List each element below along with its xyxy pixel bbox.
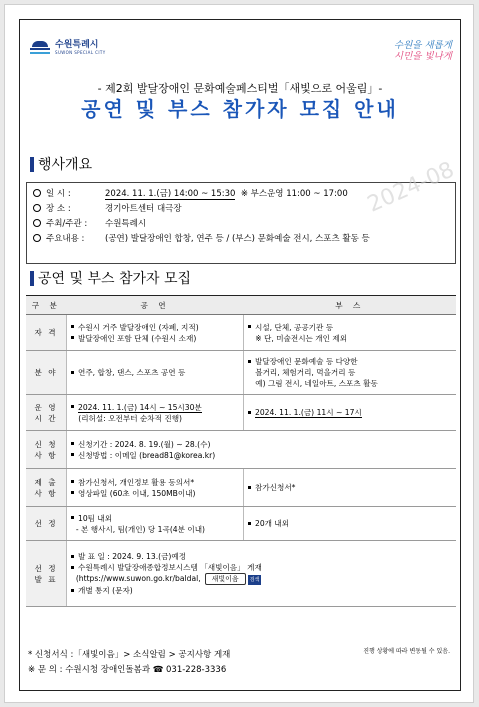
table-row-qualification bbox=[26, 315, 456, 351]
city-emblem-icon bbox=[30, 40, 50, 56]
overview-row-datetime: 일 시 : 2024. 11. 1.(금) 14:00 ~ 15:30 ※ 부스운영 11:00 ~ 17:00 bbox=[33, 187, 449, 202]
section-heading-overview: 행사개요 bbox=[30, 154, 92, 174]
row-label: 신 청 사 항 bbox=[26, 431, 67, 469]
section-heading-recruit: 공연 및 부스 참가자 모집 bbox=[30, 268, 191, 288]
heading-bar-icon bbox=[30, 271, 34, 286]
col-header-category: 구 분 bbox=[26, 296, 67, 315]
booth-cell: 2024. 11. 1.(금) 11시 ~ 17시 bbox=[244, 395, 457, 431]
table-row-time bbox=[26, 395, 456, 431]
perf-cell: 연주, 합창, 댄스, 스포츠 공연 등 bbox=[67, 351, 244, 395]
row-label: 자 격 bbox=[26, 315, 67, 351]
suwon-logo bbox=[30, 40, 106, 56]
page-title: 공연 및 부스 참가자 모집 안내 bbox=[81, 97, 399, 121]
logo-subtitle: SUWON SPECIAL CITY bbox=[55, 50, 106, 55]
row-label: 제 출 사 항 bbox=[26, 469, 67, 507]
perf-cell: 수원시 거주 발달장애인 (자폐, 지적) 발달장애인 포함 단체 (수원시 소재) bbox=[67, 315, 244, 351]
booth-cell: 참가신청서* bbox=[244, 469, 457, 507]
col-header-performance: 공 연 bbox=[67, 296, 244, 315]
slogan-line-1: 수원을 새롭게 bbox=[393, 40, 452, 51]
table-row-announce bbox=[26, 541, 456, 607]
apply-cell: 신청기간 : 2024. 8. 19.(월) ~ 28.(수) 신청방법 : 이메일 (bread81@korea.kr) bbox=[67, 431, 457, 469]
city-slogan bbox=[356, 40, 452, 62]
change-note: 진행 상황에 따라 변동될 수 있음. bbox=[363, 648, 450, 655]
heading-bar-icon bbox=[30, 157, 34, 172]
search-label: 검색 bbox=[249, 577, 260, 583]
row-label: 선 정 bbox=[26, 507, 67, 541]
row-label: 운 영 시 간 bbox=[26, 395, 67, 431]
col-header-booth: 부 스 bbox=[244, 296, 457, 315]
logo-name: 수원특례시 bbox=[55, 40, 99, 50]
form-info: * 신청서식 :「새빛이음」> 소식알림 > 공지사항 게재 bbox=[28, 650, 231, 660]
announce-cell: 발 표 일 : 2024. 9. 13.(금)예정 수원특례시 발달장애종합정보시스템 「새빛이음」 게재 (https://www.suwon.go.kr/baldal, 새빛이음 검색 개별 통지 (문자) bbox=[67, 541, 457, 607]
header bbox=[20, 20, 460, 82]
table-row-submit bbox=[26, 469, 456, 507]
contact-info: ※ 문 의 : 수원시청 장애인돌봄과 ☎ 031-228-3336 bbox=[28, 665, 227, 675]
row-label: 분 야 bbox=[26, 351, 67, 395]
row-label: 선 정 발 표 bbox=[26, 541, 67, 607]
slogan-line-2: 시민을 빛나게 bbox=[393, 51, 452, 62]
recruit-table bbox=[26, 295, 456, 607]
overview-row-venue: 장 소 : 경기아트센터 대극장 bbox=[33, 202, 449, 217]
circle-bullet-icon bbox=[33, 189, 41, 197]
table-header-row bbox=[26, 296, 456, 315]
overview-box bbox=[26, 182, 456, 264]
saebit-eum-search-button: 새빛이음 bbox=[205, 573, 246, 585]
table-row-apply bbox=[26, 431, 456, 469]
perf-cell: 10팀 내외 - 본 행사시, 팀(개인) 당 1곡(4분 이내) bbox=[67, 507, 244, 541]
announce-url[interactable]: (https://www.suwon.go.kr/baldal, bbox=[75, 574, 201, 583]
circle-bullet-icon bbox=[33, 219, 41, 227]
event-subtitle: - 제2회 발달장애인 문화예술페스티벌「새빛으로 어울림」- bbox=[97, 82, 383, 95]
booth-cell: 20개 내외 bbox=[244, 507, 457, 541]
booth-cell: 시설, 단체, 공공기관 등 ※ 단, 미술전시는 개인 제외 bbox=[244, 315, 457, 351]
document-page bbox=[4, 4, 474, 703]
poster-frame bbox=[19, 19, 461, 691]
overview-row-host: 주최/주관 : 수원특례시 bbox=[33, 217, 449, 232]
booth-cell: 발달장애인 문화예술 등 다양한 볼거리, 체험거리, 먹을거리 등 예) 그림 전시, 네일아트, 스포츠 활동 bbox=[244, 351, 457, 395]
circle-bullet-icon bbox=[33, 234, 41, 242]
footer bbox=[28, 648, 458, 678]
table-row-field bbox=[26, 351, 456, 395]
overview-row-contents: 주요내용 : (공연) 발달장애인 합창, 연주 등 / (부스) 문화예술 전시, 스포츠 활동 등 bbox=[33, 232, 449, 247]
circle-bullet-icon bbox=[33, 204, 41, 212]
title-block bbox=[20, 82, 460, 122]
perf-cell: 2024. 11. 1.(금) 14시 ~ 15시30분 (리허설: 오전부터 순차적 진행) bbox=[67, 395, 244, 431]
date-watermark: 2024-08 bbox=[363, 157, 459, 218]
perf-cell: 참가신청서, 개인정보 활용 동의서* 영상파일 (60초 이내, 150MB이내) bbox=[67, 469, 244, 507]
table-row-selection bbox=[26, 507, 456, 541]
